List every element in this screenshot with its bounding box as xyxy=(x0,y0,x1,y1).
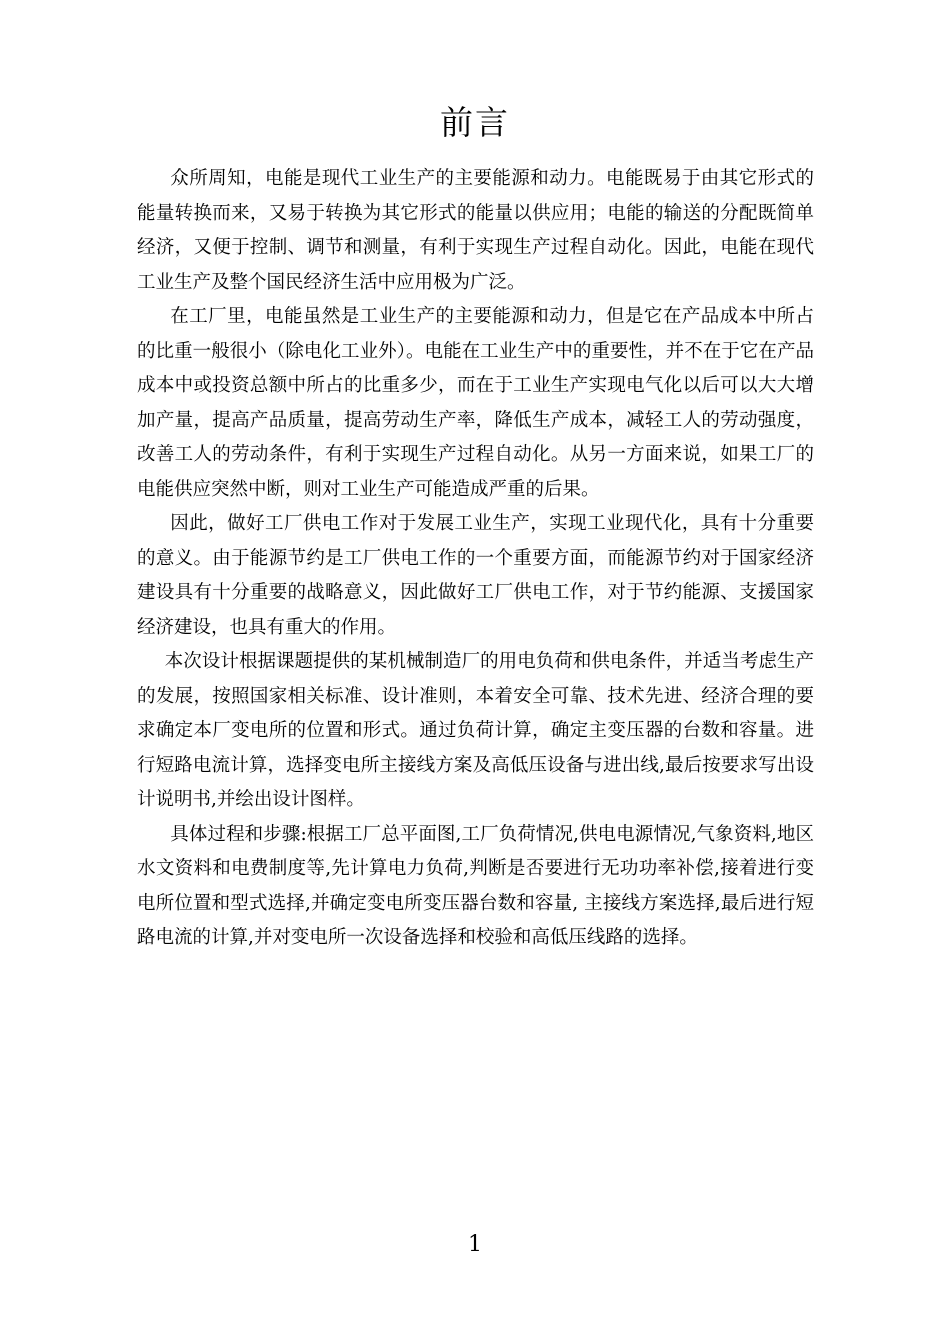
paragraph-3: 因此，做好工厂供电工作对于发展工业生产，实现工业现代化，具有十分重要的意义。由于能源节约是工厂供电工作的一个重要方面，而能源节约对于国家经济建设具有十分重要的战略意义，因此做好工厂供电工作，对于节约能源、支援国家经济建设，也具有重大的作用。 xyxy=(137,513,814,638)
page-number: 1 xyxy=(468,1232,482,1257)
paragraph-2: 在工厂里，电能虽然是工业生产的主要能源和动力，但是它在产品成本中所占的比重一般很小（除电化工业外）。电能在工业生产中的重要性，并不在于它在产品成本中或投资总额中所占的比重多少，而在于工业生产实现电气化以后可以大大增加产量，提高产品质量，提高劳动生产率，降低生产成本，减轻工人的劳动强度，改善工人的劳动条件，有利于实现生产过程自动化。从另一方面来说，如果工厂的电能供应突然中断，则对工业生产可能造成严重的后果。 xyxy=(137,306,814,500)
paragraph-5: 具体过程和步骤:根据工厂总平面图,工厂负荷情况,供电电源情况,气象资料,地区水文资料和电费制度等,先计算电力负荷,判断是否要进行无功功率补偿,接着进行变电所位置和型式选择,并确定变电所变压器台数和容量, 主接线方案选择,最后进行短路电流的计算,并对变电所一次设备选择和校验和高低压线路的选择。 xyxy=(137,823,814,948)
paragraph-4: 本次设计根据课题提供的某机械制造厂的用电负荷和供电条件，并适当考虑生产的发展，按照国家相关标准、设计准则，本着安全可靠、技术先进、经济合理的要求确定本厂变电所的位置和形式。通过负荷计算，确定主变压器的台数和容量。进行短路电流计算，选择变电所主接线方案及高低压设备与进出线,最后按要求写出设计说明书,并绘出设计图样。 xyxy=(137,651,814,810)
document-body xyxy=(137,162,814,956)
page-title: 前言 xyxy=(440,103,510,142)
paragraph-1: 众所周知，电能是现代工业生产的主要能源和动力。电能既易于由其它形式的能量转换而来，又易于转换为其它形式的能量以供应用；电能的输送的分配既简单经济，又便于控制、调节和测量，有利于实现生产过程自动化。因此，电能在现代工业生产及整个国民经济生活中应用极为广泛。 xyxy=(137,168,814,293)
